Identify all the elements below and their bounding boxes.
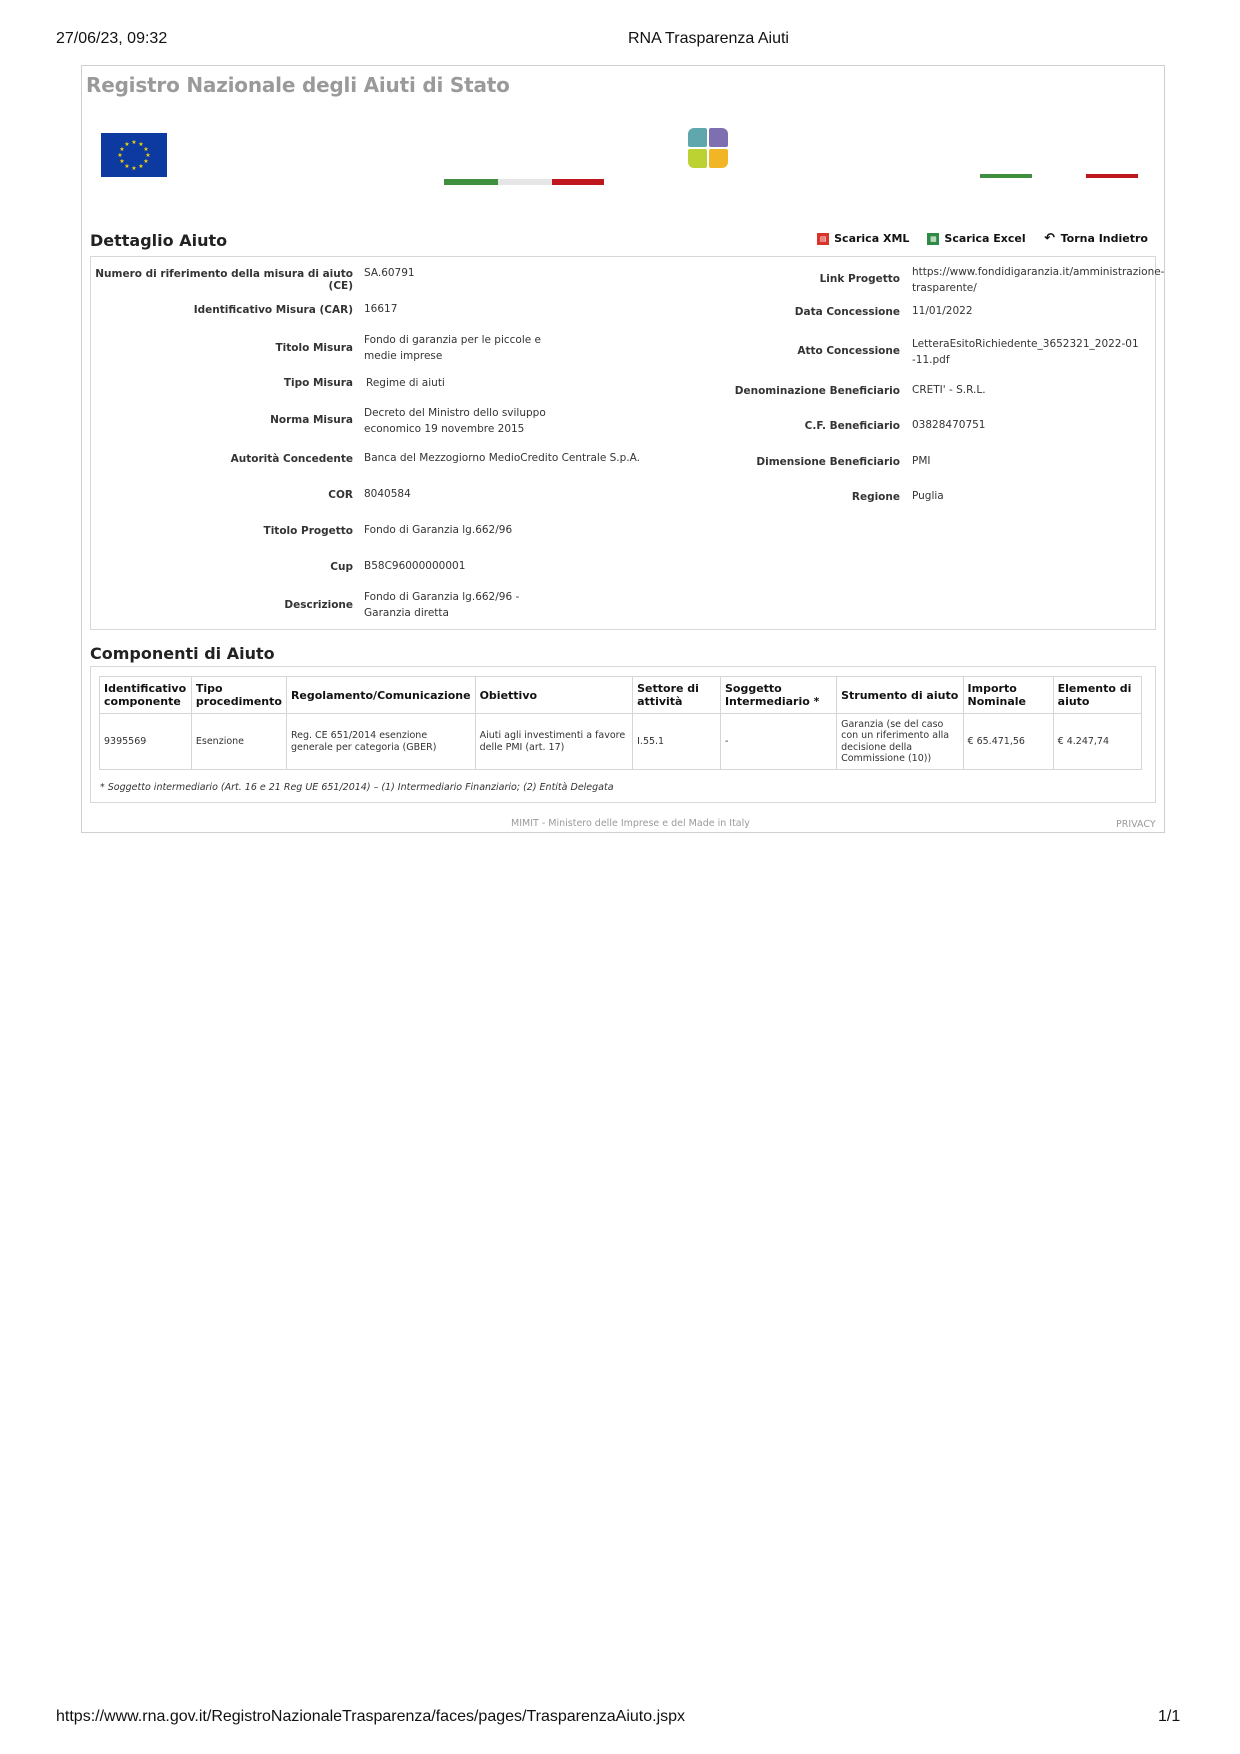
site-title: Registro Nazionale degli Aiuti di Stato	[86, 73, 510, 97]
xml-file-icon: ▤	[817, 233, 829, 245]
rna-logo-icon	[688, 128, 728, 168]
col-identificativo: Identificativo componente	[100, 677, 192, 714]
accent-red-line	[1086, 174, 1138, 178]
col-strumento: Strumento di aiuto	[837, 677, 963, 714]
field-label-descrizione: Descrizione	[284, 599, 353, 611]
field-label-dimensione-beneficiario: Dimensione Beneficiario	[756, 456, 900, 468]
field-value-titolo-misura: Fondo di garanzia per le piccole e medie imprese	[364, 334, 542, 362]
field-value-numero-riferimento: SA.60791	[364, 267, 415, 279]
svg-text:★: ★	[131, 139, 137, 146]
field-value-cf-beneficiario: 03828470751	[912, 419, 986, 431]
detail-toolbar	[817, 232, 1148, 245]
cell-identificativo: 9395569	[100, 714, 192, 770]
col-settore: Settore di attività	[633, 677, 721, 714]
field-value-descrizione: Fondo di Garanzia lg.662/96 - Garanzia diretta	[364, 591, 520, 619]
svg-text:★: ★	[138, 141, 144, 148]
field-label-link-progetto: Link Progetto	[819, 273, 900, 285]
privacy-link[interactable]: PRIVACY	[1116, 819, 1156, 830]
svg-text:★: ★	[145, 152, 151, 159]
field-value-link-progetto[interactable]: https://www.fondidigaranzia.it/amministrazione-trasparente/	[912, 266, 1165, 294]
detail-title: Dettaglio Aiuto	[90, 231, 228, 250]
field-label-atto-concessione: Atto Concessione	[797, 345, 900, 357]
field-label-autorita-concedente: Autorità Concedente	[230, 453, 353, 465]
field-label-titolo-misura: Titolo Misura	[275, 342, 353, 354]
field-value-denominazione-beneficiario: CRETI' - S.R.L.	[912, 384, 986, 396]
field-value-dimensione-beneficiario: PMI	[912, 455, 931, 467]
svg-text:★: ★	[131, 165, 137, 172]
cell-elemento-aiuto: € 4.247,74	[1053, 714, 1141, 770]
cell-strumento: Garanzia (se del caso con un riferimento alla decisione della Commissione (10))	[837, 714, 963, 770]
excel-file-icon: ▦	[927, 233, 939, 245]
cell-soggetto-intermediario: -	[720, 714, 836, 770]
download-xml-label: Scarica XML	[834, 232, 910, 245]
svg-text:★: ★	[117, 152, 123, 159]
field-value-cup: B58C96000000001	[364, 560, 466, 572]
svg-text:★: ★	[119, 146, 125, 153]
field-value-data-concessione: 11/01/2022	[912, 305, 973, 317]
field-label-cup: Cup	[330, 561, 353, 573]
col-obiettivo: Obiettivo	[475, 677, 633, 714]
components-footnote: * Soggetto intermediario (Art. 16 e 21 Reg UE 651/2014) – (1) Intermediario Finanziario; (2) Entità Delegata	[100, 782, 614, 793]
italy-white-bar	[498, 179, 552, 185]
field-label-numero-riferimento: Numero di riferimento della misura di aiuto (CE)	[95, 268, 353, 292]
col-elemento-aiuto: Elemento di aiuto	[1053, 677, 1141, 714]
field-value-regione: Puglia	[912, 490, 944, 502]
field-value-tipo-misura: Regime di aiuti	[366, 377, 445, 389]
field-label-denominazione-beneficiario: Denominazione Beneficiario	[734, 385, 900, 397]
svg-text:★: ★	[138, 163, 144, 170]
back-label: Torna Indietro	[1060, 232, 1148, 245]
components-table	[99, 676, 1142, 770]
download-xml-button[interactable]	[817, 232, 909, 245]
col-importo-nominale: Importo Nominale	[963, 677, 1053, 714]
col-soggetto-intermediario: Soggetto Intermediario *	[720, 677, 836, 714]
download-excel-button[interactable]	[927, 232, 1025, 245]
field-label-identificativo-misura: Identificativo Misura (CAR)	[193, 304, 353, 316]
print-title: RNA Trasparenza Aiuti	[628, 30, 789, 47]
print-url: https://www.rna.gov.it/RegistroNazionaleTrasparenza/faces/pages/TrasparenzaAiuto.jspx	[56, 1708, 686, 1725]
svg-text:★: ★	[143, 158, 149, 165]
cell-importo-nominale: € 65.471,56	[963, 714, 1053, 770]
cell-regolamento: Reg. CE 651/2014 esenzione generale per categoria (GBER)	[286, 714, 475, 770]
field-label-cor: COR	[328, 489, 353, 501]
back-button[interactable]	[1044, 232, 1148, 245]
col-tipo-procedimento: Tipo procedimento	[191, 677, 286, 714]
cell-settore: I.55.1	[633, 714, 721, 770]
site-footer-text: MIMIT - Ministero delle Imprese e del Made in Italy	[511, 818, 750, 829]
field-value-autorita-concedente: Banca del Mezzogiorno MedioCredito Centrale S.p.A.	[364, 452, 640, 464]
svg-text:★: ★	[124, 141, 130, 148]
field-label-data-concessione: Data Concessione	[794, 306, 900, 318]
table-header-row	[100, 677, 1142, 714]
field-label-titolo-progetto: Titolo Progetto	[263, 525, 353, 537]
eu-flag-icon	[101, 133, 167, 177]
components-title: Componenti di Aiuto	[90, 644, 275, 663]
download-excel-label: Scarica Excel	[944, 232, 1026, 245]
print-datetime: 27/06/23, 09:32	[56, 30, 168, 47]
svg-text:★: ★	[119, 158, 125, 165]
back-arrow-icon: ↶	[1044, 230, 1056, 246]
field-value-identificativo-misura: 16617	[364, 303, 398, 315]
field-value-atto-concessione: LetteraEsitoRichiedente_3652321_2022-01-11.pdf	[912, 338, 1139, 366]
cell-tipo-procedimento: Esenzione	[191, 714, 286, 770]
svg-text:★: ★	[143, 146, 149, 153]
field-label-norma-misura: Norma Misura	[270, 414, 353, 426]
print-page-number: 1/1	[1158, 1708, 1181, 1725]
italy-green-bar	[444, 179, 498, 185]
field-label-tipo-misura: Tipo Misura	[283, 377, 353, 389]
italy-red-bar	[552, 179, 604, 185]
field-label-cf-beneficiario: C.F. Beneficiario	[804, 420, 900, 432]
field-value-norma-misura: Decreto del Ministro dello sviluppo economico 19 novembre 2015	[364, 407, 546, 435]
svg-text:★: ★	[124, 163, 130, 170]
col-regolamento: Regolamento/Comunicazione	[286, 677, 475, 714]
field-value-cor: 8040584	[364, 488, 411, 500]
accent-green-line	[980, 174, 1032, 178]
table-row	[100, 714, 1142, 770]
field-label-regione: Regione	[851, 491, 900, 503]
field-value-titolo-progetto: Fondo di Garanzia lg.662/96	[364, 524, 513, 536]
cell-obiettivo: Aiuti agli investimenti a favore delle PMI (art. 17)	[475, 714, 633, 770]
